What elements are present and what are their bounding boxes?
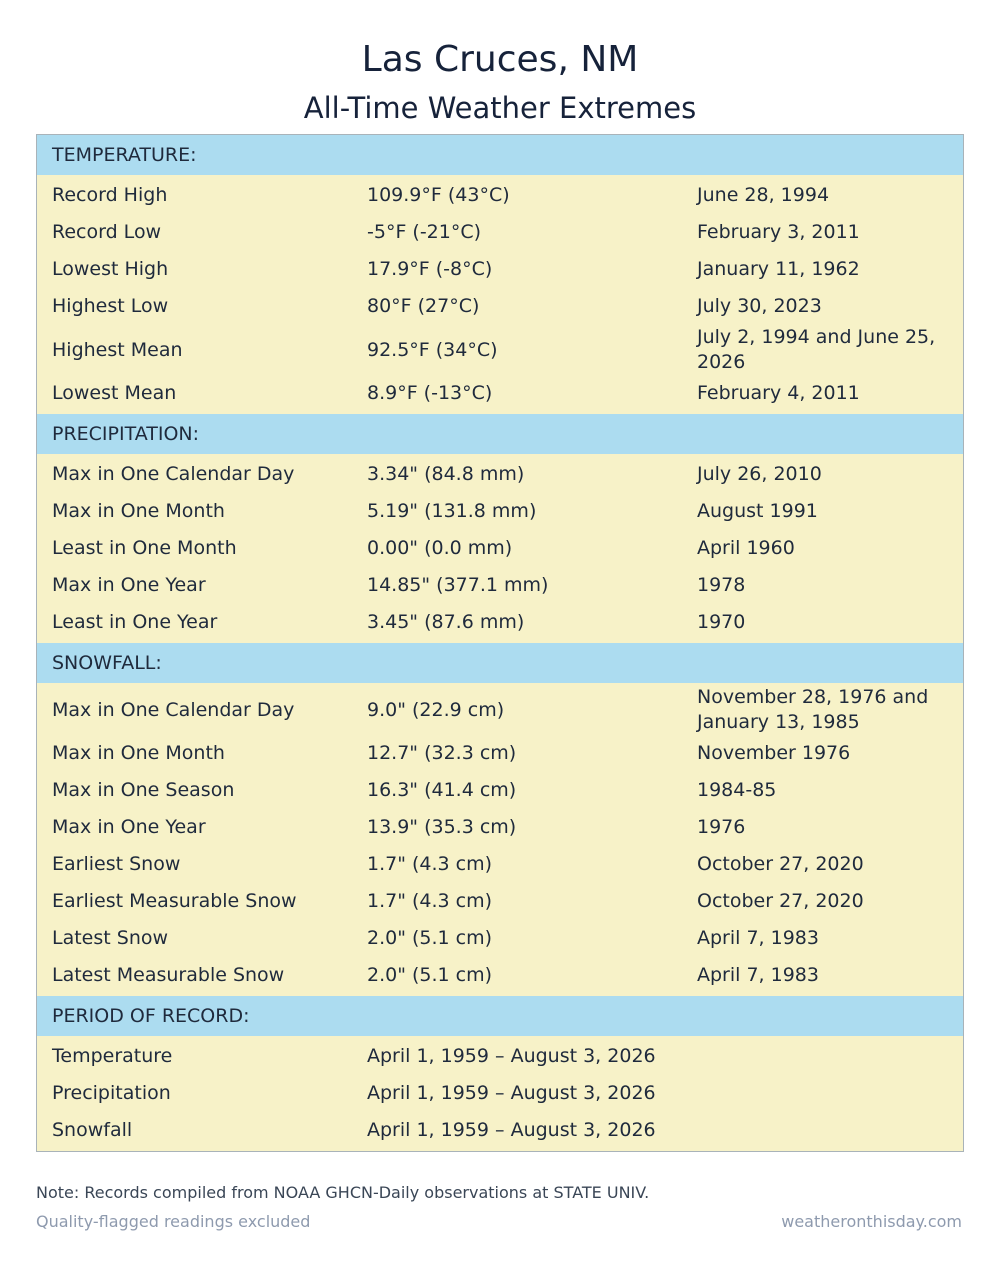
record-label: Latest Snow (52, 927, 169, 949)
record-value: 80°F (27°C) (367, 295, 480, 317)
record-label: Record High (52, 184, 168, 206)
record-value: 1.7" (4.3 cm) (367, 853, 493, 875)
table-row (37, 1112, 963, 1149)
record-label: Earliest Snow (52, 853, 181, 875)
page-title: Las Cruces, NM (361, 39, 639, 80)
record-date: April 7, 1983 (697, 964, 819, 986)
record-value: 2.0" (5.1 cm) (367, 964, 493, 986)
record-label: Max in One Year (52, 816, 206, 838)
record-label: Max in One Month (52, 500, 225, 522)
record-date: October 27, 2020 (697, 853, 864, 875)
table-row (37, 325, 963, 375)
record-date: February 3, 2011 (697, 221, 860, 243)
record-value: 13.9" (35.3 cm) (367, 816, 517, 838)
record-value: 3.45" (87.6 mm) (367, 611, 525, 633)
record-date: November 1976 (697, 742, 851, 764)
record-date: July 2, 1994 and June 25, 2026 (697, 326, 936, 373)
record-value: April 1, 1959 – August 3, 2026 (367, 1045, 656, 1067)
table-row (37, 735, 963, 772)
table-row (37, 685, 963, 735)
record-label: Record Low (52, 221, 162, 243)
section-rows-snowfall (37, 683, 963, 996)
section-header-snowfall: SNOWFALL: (37, 643, 963, 683)
footer-quality-note: Quality-flagged readings excluded (36, 1212, 311, 1231)
record-label: Earliest Measurable Snow (52, 890, 297, 912)
record-date: February 4, 2011 (697, 382, 860, 404)
record-label: Latest Measurable Snow (52, 964, 285, 986)
record-value: 5.19" (131.8 mm) (367, 500, 537, 522)
table-row (37, 809, 963, 846)
record-value: 9.0" (22.9 cm) (367, 698, 505, 721)
record-label: Precipitation (52, 1082, 171, 1104)
section-rows-precipitation (37, 454, 963, 643)
table-row (37, 957, 963, 994)
record-label: Least in One Month (52, 537, 237, 559)
extremes-table (36, 134, 964, 1152)
table-row (37, 251, 963, 288)
record-value: 8.9°F (-13°C) (367, 382, 493, 404)
record-label: Highest Mean (52, 338, 183, 361)
record-date: July 26, 2010 (697, 463, 822, 485)
table-row (37, 214, 963, 251)
record-value: 92.5°F (34°C) (367, 338, 498, 361)
record-date: 1976 (697, 816, 746, 838)
record-label: Max in One Calendar Day (52, 698, 295, 721)
table-row (37, 772, 963, 809)
table-row (37, 920, 963, 957)
source-note: Note: Records compiled from NOAA GHCN-Daily observations at STATE UNIV. (36, 1183, 650, 1202)
table-row (37, 1038, 963, 1075)
table-row (37, 375, 963, 412)
table-row (37, 604, 963, 641)
record-label: Least in One Year (52, 611, 218, 633)
table-row (37, 883, 963, 920)
record-date: January 11, 1962 (697, 258, 860, 280)
section-rows-temperature (37, 175, 963, 414)
record-value: 17.9°F (-8°C) (367, 258, 493, 280)
table-row (37, 456, 963, 493)
record-value: 12.7" (32.3 cm) (367, 742, 517, 764)
table-row (37, 567, 963, 604)
record-value: 2.0" (5.1 cm) (367, 927, 493, 949)
record-date: 1970 (697, 611, 746, 633)
record-label: Snowfall (52, 1119, 133, 1141)
record-label: Lowest Mean (52, 382, 177, 404)
record-label: Max in One Calendar Day (52, 463, 295, 485)
record-label: Max in One Year (52, 574, 206, 596)
record-value: 1.7" (4.3 cm) (367, 890, 493, 912)
page-subtitle: All-Time Weather Extremes (303, 91, 697, 125)
section-header-temperature: TEMPERATURE: (37, 135, 963, 175)
record-date: October 27, 2020 (697, 890, 864, 912)
record-value: 14.85" (377.1 mm) (367, 574, 549, 596)
record-value: April 1, 1959 – August 3, 2026 (367, 1082, 656, 1104)
table-row (37, 846, 963, 883)
record-date: 1978 (697, 574, 746, 596)
record-date: 1984-85 (697, 779, 777, 801)
record-label: Max in One Season (52, 779, 235, 801)
record-value: 16.3" (41.4 cm) (367, 779, 517, 801)
record-label: Max in One Month (52, 742, 225, 764)
table-row (37, 530, 963, 567)
footer-site-credit: weatheronthisday.com (781, 1212, 962, 1231)
section-header-precipitation: PRECIPITATION: (37, 414, 963, 454)
record-date: April 7, 1983 (697, 927, 819, 949)
record-label: Highest Low (52, 295, 169, 317)
record-date: November 28, 1976 and January 13, 1985 (697, 686, 929, 733)
record-label: Lowest High (52, 258, 169, 280)
record-value: 3.34" (84.8 mm) (367, 463, 525, 485)
record-label: Temperature (52, 1045, 173, 1067)
record-date: August 1991 (697, 500, 818, 522)
table-row (37, 177, 963, 214)
record-value: -5°F (-21°C) (367, 221, 482, 243)
record-date: June 28, 1994 (697, 184, 830, 206)
table-row (37, 493, 963, 530)
section-rows-period-of-record (37, 1036, 963, 1151)
table-row (37, 1075, 963, 1112)
record-value: 0.00" (0.0 mm) (367, 537, 513, 559)
section-header-period-of-record: PERIOD OF RECORD: (37, 996, 963, 1036)
record-value: April 1, 1959 – August 3, 2026 (367, 1119, 656, 1141)
record-value: 109.9°F (43°C) (367, 184, 510, 206)
record-date: April 1960 (697, 537, 795, 559)
record-date: July 30, 2023 (697, 295, 822, 317)
table-row (37, 288, 963, 325)
